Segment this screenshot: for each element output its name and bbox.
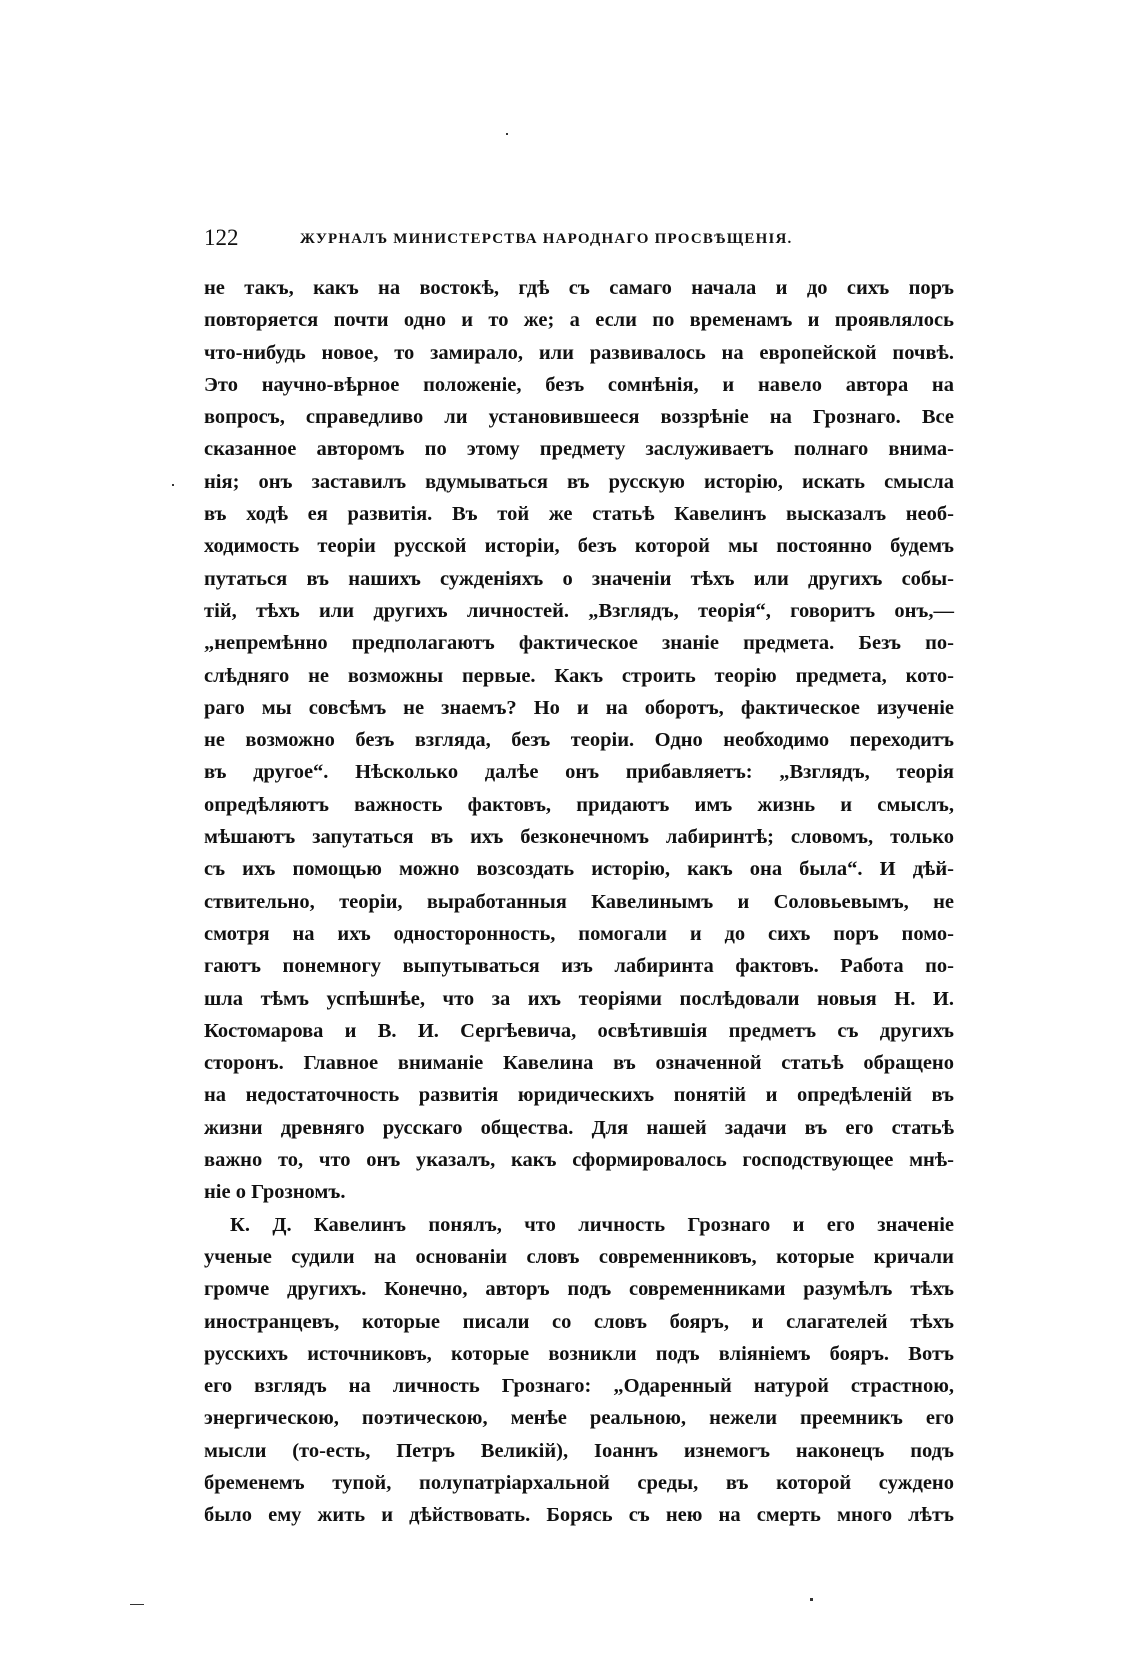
scan-speck [130, 1604, 144, 1605]
text-line: вопросъ, справедливо ли установившееся воззрѣніе на Грознаго. Все [204, 406, 954, 429]
text-line: „непремѣнно предполагаютъ фактическое знаніе предмета. Безъ по- [204, 632, 954, 655]
text-line: мѣшаютъ запутаться въ ихъ безконечномъ лабиринтѣ; словомъ, только [204, 826, 954, 849]
text-line: важно то, что онъ указалъ, какъ сформировалось господствующее мнѣ- [204, 1149, 954, 1172]
text-line: энергическою, поэтическою, менѣе реальною, нежели преемникъ его [204, 1407, 954, 1430]
text-line: раго мы совсѣмъ не знаемъ? Но и на оборотъ, фактическое изученіе [204, 696, 954, 719]
text-line: Костомарова и В. И. Сергѣевича, освѣтившія предметъ съ другихъ [204, 1019, 954, 1042]
text-line: слѣдняго не возможны первые. Какъ строить теорію предмета, кото- [204, 664, 954, 687]
text-line: что-нибудь новое, то замирало, или развивалось на европейской почвѣ. [204, 341, 954, 364]
running-head [204, 224, 954, 254]
text-line: въ другое“. Нѣсколько далѣе онъ прибавляетъ: „Взглядъ, теорія [204, 761, 954, 784]
paragraph-start-line: К. Д. Кавелинъ понялъ, что личность Грознаго и его значеніе [230, 1213, 954, 1236]
text-line: въ ходѣ ея развитія. Въ той же статьѣ Кавелинъ высказалъ необ- [204, 503, 954, 526]
text-line: не возможно безъ взгляда, безъ теоріи. Одно необходимо переходитъ [204, 729, 954, 752]
text-line: ствительно, теоріи, выработанныя Кавелинымъ и Соловьевымъ, не [204, 890, 954, 913]
text-line: русскихъ источниковъ, которые возникли подъ вліяніемъ бояръ. Вотъ [204, 1342, 954, 1365]
text-line: опредѣляютъ важность фактовъ, придаютъ имъ жизнь и смыслъ, [204, 793, 954, 816]
text-line: повторяется почти одно и то же; а если по временамъ и проявлялось [204, 309, 954, 332]
text-line: было ему жить и дѣйствовать. Борясь съ нею на смерть много лѣтъ [204, 1504, 954, 1527]
scan-speck [506, 133, 508, 135]
text-line: тій, тѣхъ или другихъ личностей. „Взглядъ, теорія“, говоритъ онъ,— [204, 599, 954, 622]
text-line: бременемъ тупой, полупатріархальной среды, въ которой суждено [204, 1471, 954, 1494]
text-line: шла тѣмъ успѣшнѣе, что за ихъ теоріями послѣдовали новыя Н. И. [204, 987, 954, 1010]
text-line: Это научно-вѣрное положеніе, безъ сомнѣнія, и навело автора на [204, 373, 954, 396]
text-line: сказанное авторомъ по этому предмету заслуживаетъ полнаго внима- [204, 438, 954, 461]
text-line: смотря на ихъ односторонность, помогали и до сихъ поръ помо- [204, 922, 954, 945]
text-line: иностранцевъ, которые писали со словъ бояръ, и слагателей тѣхъ [204, 1310, 954, 1333]
body-text [204, 272, 954, 1532]
text-line: не такъ, какъ на востокѣ, гдѣ съ самаго начала и до сихъ поръ [204, 277, 954, 299]
text-line: громче другихъ. Конечно, авторъ подъ современниками разумѣлъ тѣхъ [204, 1278, 954, 1301]
scan-speck [810, 1598, 813, 1601]
text-line: ходимость теоріи русской исторіи, безъ которой мы постоянно будемъ [204, 535, 954, 558]
text-line: нія; онъ заставилъ вдумываться въ русскую исторію, искать смысла [204, 470, 954, 493]
scan-speck [172, 484, 174, 486]
text-line: на недостаточность развитія юридическихъ понятій и опредѣленій въ [204, 1084, 954, 1107]
text-line: сторонъ. Главное вниманіе Кавелина въ означенной статьѣ обращено [204, 1052, 954, 1075]
text-line: мысли (то-есть, Петръ Великій), Іоаннъ изнемогъ наконецъ подъ [204, 1439, 954, 1462]
text-line: жизни древняго русскаго общества. Для нашей задачи въ его статьѣ [204, 1116, 954, 1139]
page-number: 122 [204, 225, 239, 250]
text-line: путаться въ нашихъ сужденіяхъ о значеніи тѣхъ или другихъ собы- [204, 567, 954, 590]
journal-title: ЖУРНАЛЪ МИНИСТЕРСТВА НАРОДНАГО ПРОСВѢЩЕНІЯ. [300, 231, 793, 247]
paragraph-end-line: ніе о Грозномъ. [204, 1181, 346, 1204]
text-line: ученые судили на основаніи словъ современниковъ, которые кричали [204, 1245, 954, 1268]
text-line: съ ихъ помощью можно возсоздать исторію, какъ она была“. И дѣй- [204, 858, 954, 881]
text-line: его взглядъ на личность Грознаго: „Одаренный натурой страстною, [204, 1375, 954, 1398]
text-line: гаютъ понемногу выпутываться изъ лабиринта фактовъ. Работа по- [204, 955, 954, 978]
